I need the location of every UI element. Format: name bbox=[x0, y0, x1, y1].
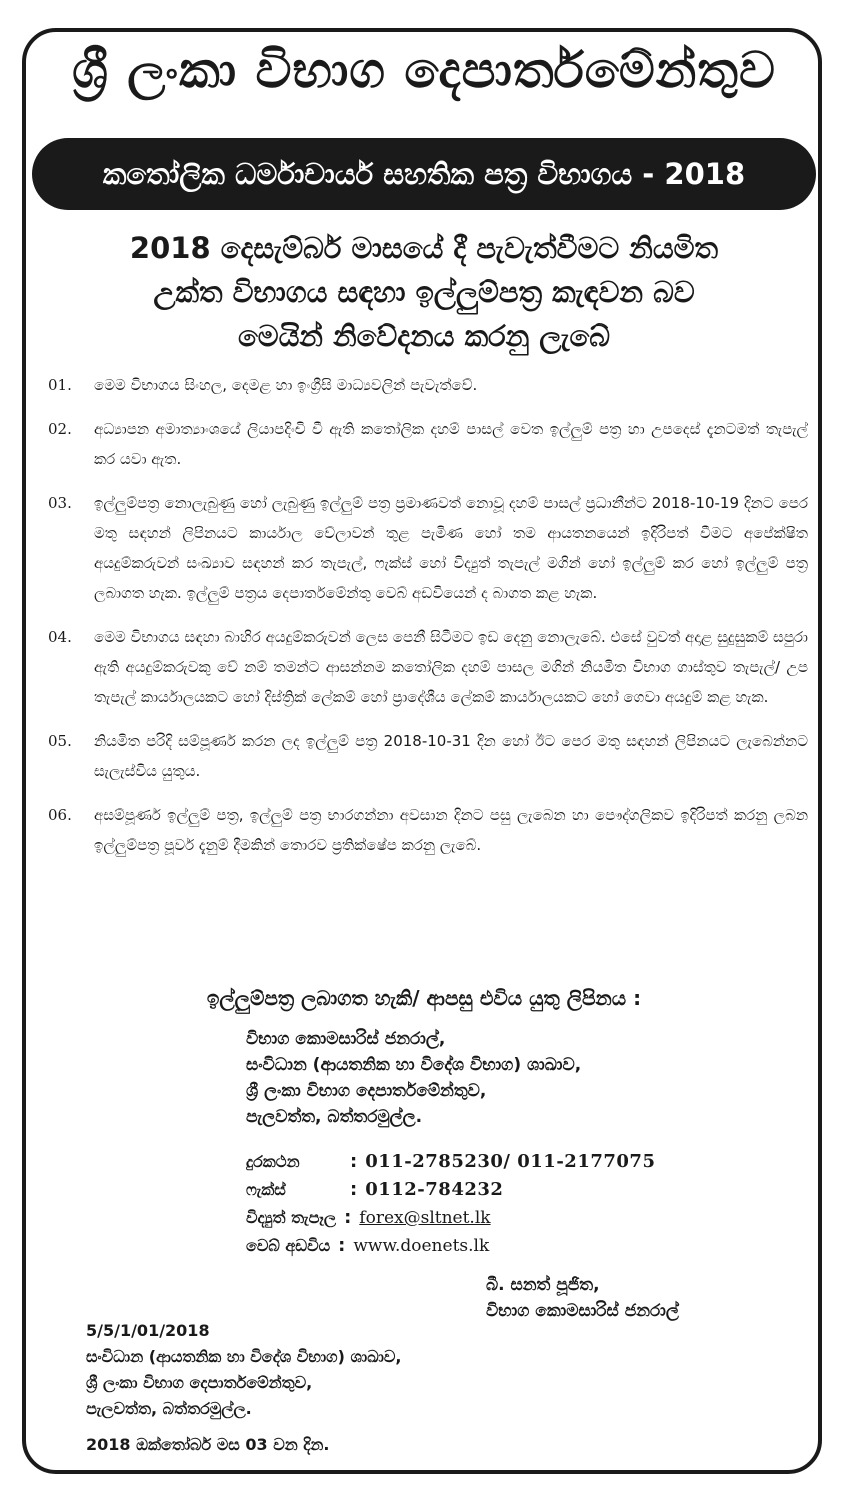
address-line: විභාග කොමසාරිස් ජනරාල්, bbox=[246, 1029, 446, 1049]
address-block bbox=[246, 1026, 581, 1130]
signature-block bbox=[486, 1272, 679, 1324]
phone-row bbox=[246, 1148, 655, 1176]
subtitle-line: 2018 දෙසැම්බර් මාසයේ දී පැවැත්වීමට නියමිත bbox=[129, 231, 719, 265]
item-text: අධ්‍යාපන අමාත්‍යාංශයේ ලියාපදිංචි වී ඇති කතෝලික දහම් පාසල් වෙත ඉල්ලුම් පත්‍ර හා උපදෙස් දැනටමත් තැපැල් කර යවා ඇත. bbox=[94, 420, 808, 468]
item-text: මෙම විභාගය සඳහා බාහිර අයදුම්කරුවන් ලෙස පෙනී සිටීමට ඉඩ දෙනු නොලැබේ. එසේ වුවත් අදාළ සුදුසුකම් සපුරා ඇති අයදුම්කරුවකු වේ නම් තමන්ට ආසන්නම කතෝලික දහම් පාසල මගින් නියමිත විභාග ගාස්තුව තැපැල්/ උප තැපැල් කාර්යාලයකට හෝ දිස්ත්‍රික් ලේකම් හෝ ප්‍රාදේශීය ලේකම් කාර්යාලයකට හෝ ගෙවා අයදුම් කළ හැක. bbox=[94, 628, 808, 706]
notice-item bbox=[48, 488, 808, 608]
address-line: පැලවත්ත, බත්තරමුල්ල. bbox=[246, 1107, 423, 1127]
exam-title: කතෝලික ධර්මාචාර්ය සහතික පත්‍ර විභාගය - 2018 bbox=[102, 156, 746, 191]
separator: : bbox=[338, 1235, 346, 1256]
reference-number: 5/5/1/01/2018 bbox=[86, 1321, 210, 1340]
item-text: අසම්පූර්ණ ඉල්ලුම් පත්‍ර, ඉල්ලුම් පත්‍ර භාරගන්නා අවසාන දිනට පසු ලැබෙන හා පෞද්ගලිකව ඉදිරිපත් කරනු ලබන ඉල්ලුම්පත්‍ර පූර්ව දැනුම් දීමකින් තොරව ප්‍රතික්ෂේප කරනු ලැබේ. bbox=[94, 806, 808, 854]
subtitle-line: මෙයින් නිවේදනය කරනු ලැබේ bbox=[237, 319, 611, 353]
notice-subtitle bbox=[40, 226, 808, 358]
signatory-name: බී. සනත් පූජිත, bbox=[486, 1275, 600, 1295]
web-row bbox=[246, 1232, 655, 1260]
item-number: 03. bbox=[48, 494, 72, 512]
phone-label: දුරකථන bbox=[246, 1152, 300, 1171]
item-number: 06. bbox=[48, 806, 72, 824]
item-number: 05. bbox=[48, 732, 72, 750]
notice-item bbox=[48, 622, 808, 712]
notice-item bbox=[48, 800, 808, 860]
notice-date: 2018 ඔක්තෝබර් මස 03 වන දින. bbox=[86, 1435, 330, 1454]
separator: : bbox=[344, 1207, 352, 1228]
fax-label: ෆැක්ස් bbox=[246, 1180, 286, 1199]
signatory-title: විභාග කොමසාරිස් ජනරාල් bbox=[486, 1301, 679, 1321]
item-text: මෙම විභාගය සිංහල, දෙමළ හා ඉංග්‍රීසි මාධ්‍යවලින් පැවැත්වේ. bbox=[94, 376, 478, 394]
item-number: 02. bbox=[48, 420, 72, 438]
footer-line: පැලවත්ත, බත්තරමුල්ල. bbox=[86, 1399, 252, 1418]
footer-line: සංවිධාන (ආයතනික හා විදේශ විභාග) ශාඛාව, bbox=[86, 1347, 402, 1366]
notice-items bbox=[48, 370, 808, 874]
contact-block bbox=[246, 1148, 655, 1260]
item-text: ඉල්ලුම්පත්‍ර නොලැබුණු හෝ ලැබුණු ඉල්ලුම් පත්‍ර ප්‍රමාණවත් නොවූ දහම් පාසල් ප්‍රධානීන්ට 2018-10-19 දිනට පෙර මතු සඳහන් ලිපිනයට කාර්යාල වේලාවන් තුළ පැමිණ හෝ තම ආයතනයෙන් ඉදිරිපත් වීමට අපේක්ෂිත අයදුම්කරුවන් සංඛ්‍යාව සඳහන් කර තැපැල්, ෆැක්ස් හෝ විද්‍යුත් තැපැල් මගින් හෝ ඉල්ලුම් කර හෝ ඉල්ලුම් පත්‍ර ලබාගත හැක. ඉල්ලුම් පත්‍රය දෙපාර්තමේන්තු වෙබ් අඩවියෙන් ද බාගත කළ හැක. bbox=[94, 494, 808, 602]
item-text: නියමිත පරිදි සම්පූර්ණ කරන ලද ඉල්ලුම් පත්‍ර 2018-10-31 දින හෝ ඊට පෙර මතු සඳහන් ලිපිනයට ලැබෙන්නට සැලැස්විය යුතුය. bbox=[94, 732, 808, 780]
notice-item bbox=[48, 726, 808, 786]
department-title: ශ්‍රී ලංකා විභාග දෙපාර්තමේන්තුව bbox=[72, 41, 776, 99]
subtitle-line: උක්ත විභාගය සඳහා ඉල්ලුම්පත්‍ර කැඳවන බව bbox=[153, 275, 695, 309]
email-label: විද්‍යුත් තැපෑල bbox=[246, 1208, 337, 1227]
address-heading: ඉල්ලුම්පත්‍ර ලබාගත හැකි/ ආපසු එවිය යුතු ලිපිනය : bbox=[206, 986, 642, 1010]
item-number: 01. bbox=[48, 376, 72, 394]
notice-item bbox=[48, 370, 808, 400]
fax-value: 0112-784232 bbox=[365, 1179, 504, 1200]
notice-item bbox=[48, 414, 808, 474]
separator: : bbox=[350, 1179, 358, 1200]
email-row bbox=[246, 1204, 655, 1232]
email-link[interactable]: forex@sltnet.lk bbox=[359, 1208, 491, 1228]
footer-block bbox=[86, 1318, 401, 1458]
phone-value: 011-2785230/ 011-2177075 bbox=[365, 1151, 656, 1172]
web-value: www.doenets.lk bbox=[353, 1236, 490, 1256]
address-line: ශ්‍රී ලංකා විභාග දෙපාර්තමේන්තුව, bbox=[246, 1081, 487, 1101]
exam-title-banner bbox=[32, 138, 816, 210]
address-line: සංවිධාන (ආයතනික හා විදේශ විභාග) ශාඛාව, bbox=[246, 1055, 582, 1075]
web-label: වෙබ් අඩවිය bbox=[246, 1236, 331, 1255]
separator: : bbox=[350, 1151, 358, 1172]
item-number: 04. bbox=[48, 628, 72, 646]
footer-line: ශ්‍රී ලංකා විභාග දෙපාර්තමේන්තුව, bbox=[86, 1373, 313, 1392]
fax-row bbox=[246, 1176, 655, 1204]
